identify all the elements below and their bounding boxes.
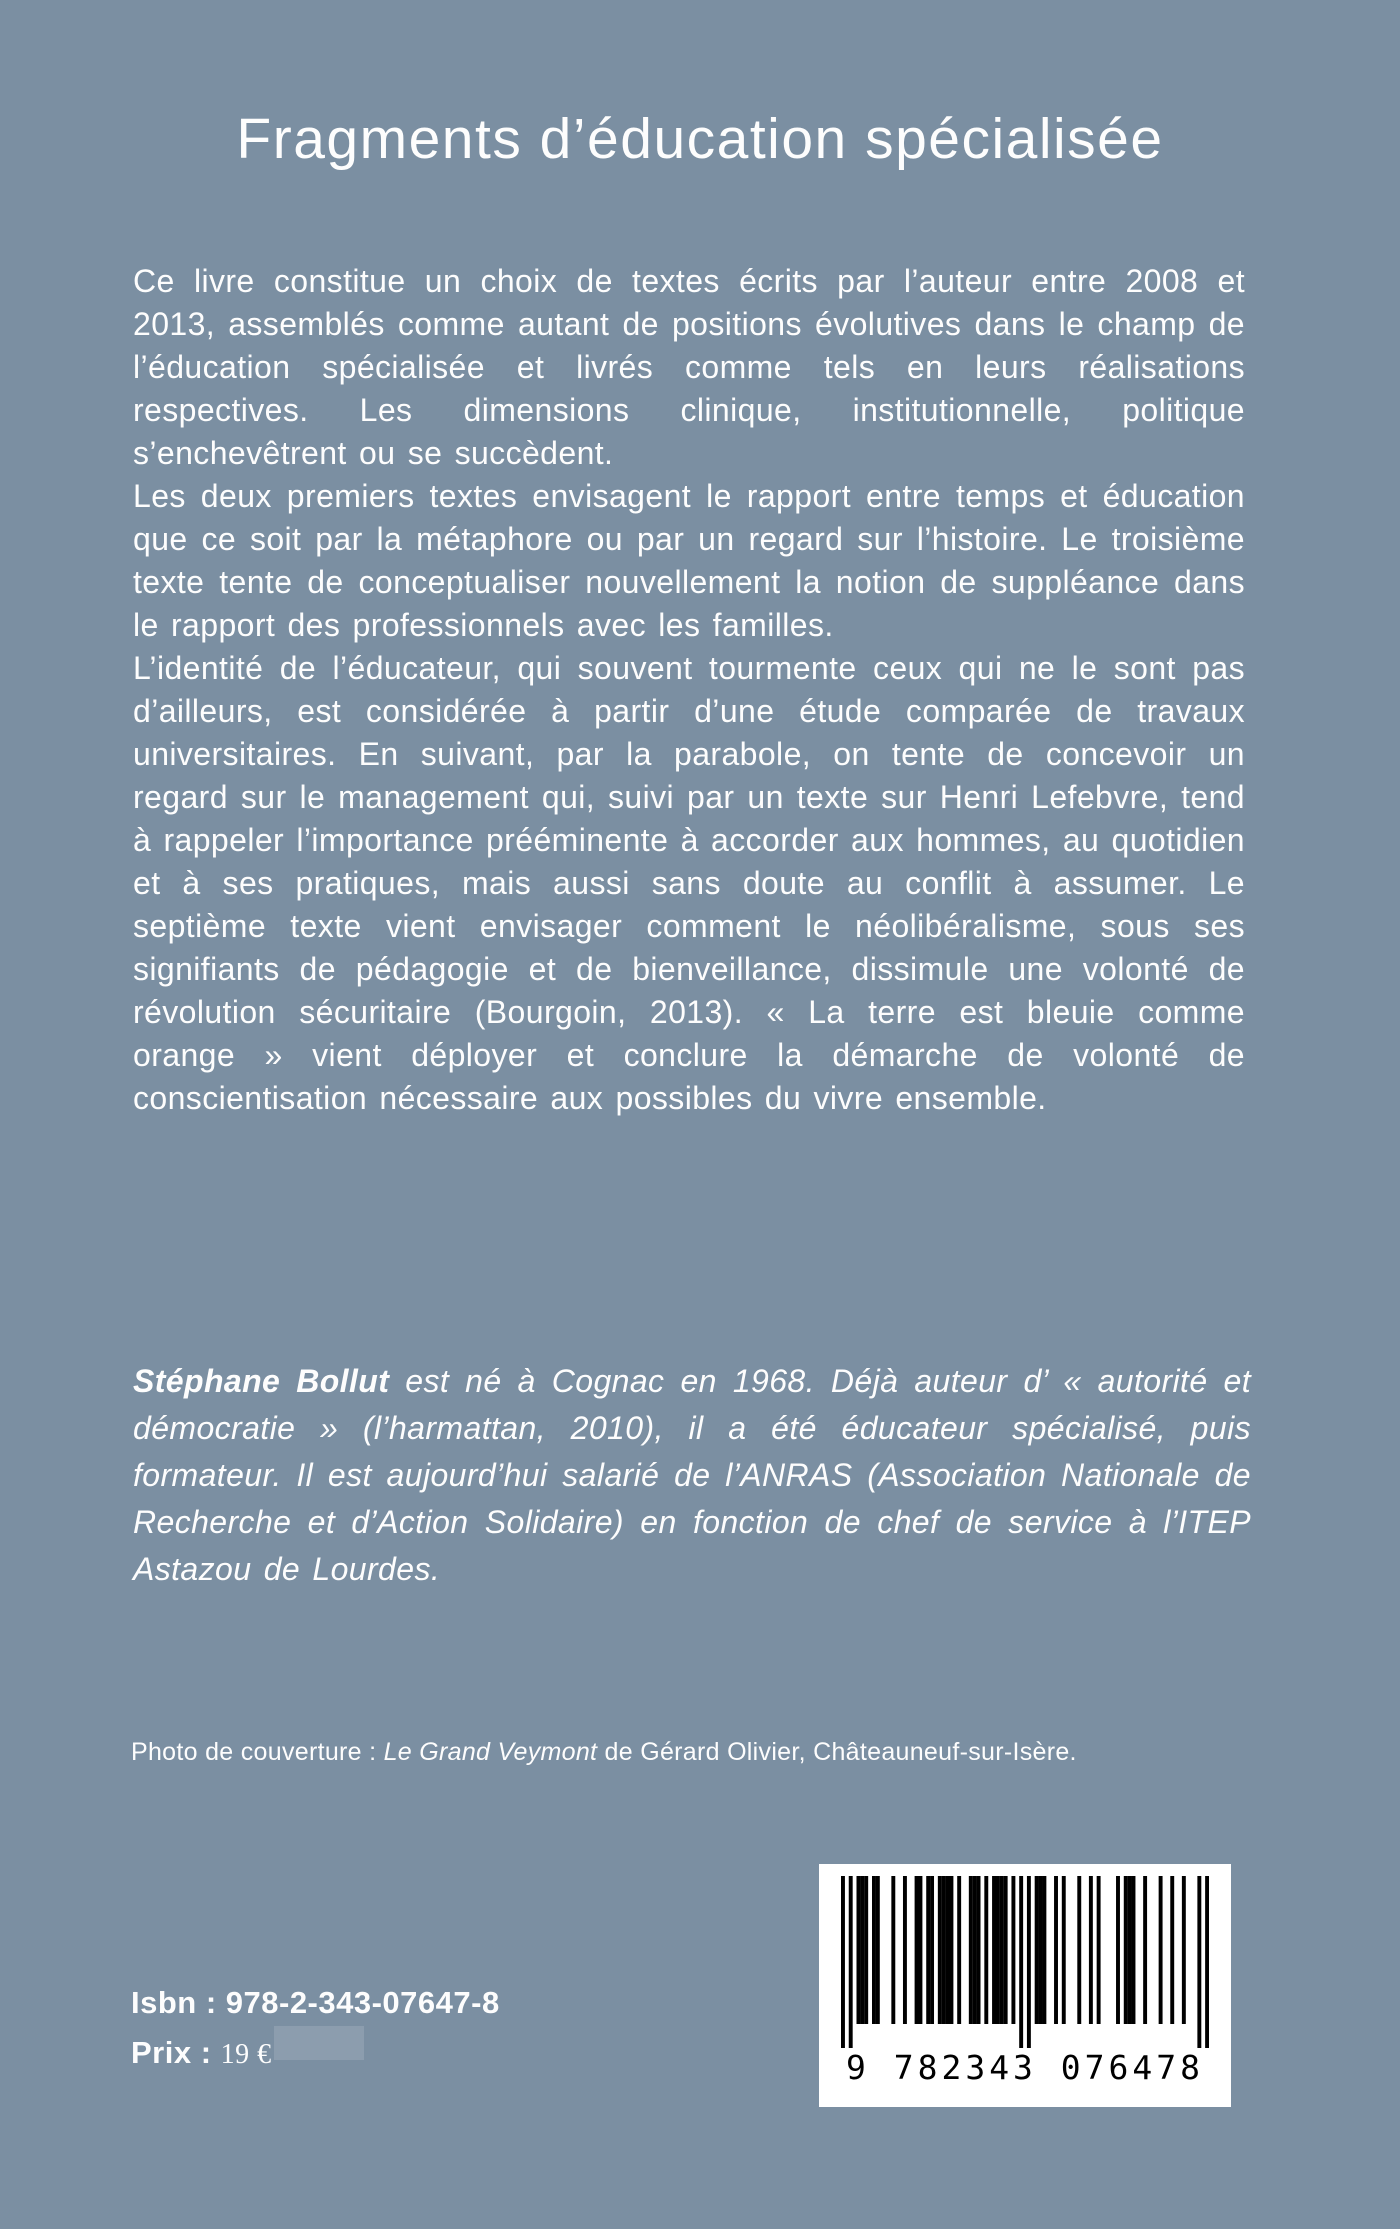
- photo-credit-prefix: Photo de couverture :: [131, 1738, 384, 1766]
- photo-credit: [131, 1738, 1281, 1767]
- price-label: Prix :: [131, 2035, 212, 2070]
- author-bio-rest: est né à Cognac en 1968. Déjà auteur d’ « autorité et démocratie » (l’harmattan, 2010), il a été éducateur spécialisé, puis formateur. Il est aujourd’hui salarié de l’ANRAS (Association Nationale de Recherche et d’Action Solidaire) en fonction de chef de service à l’ITEP Astazou de Lourdes.: [133, 1363, 1252, 1587]
- price-area-highlight: [274, 2026, 364, 2060]
- author-name: Stéphane Bollut: [133, 1363, 390, 1399]
- photo-credit-work-title: Le Grand Veymont: [383, 1738, 598, 1766]
- author-bio: [133, 1358, 1251, 1593]
- barcode-image: [841, 1876, 1209, 2048]
- barcode-number: 9 782343 076478: [845, 2048, 1204, 2087]
- synopsis-paragraph: Les deux premiers textes envisagent le rapport entre temps et éducation que ce soit par la métaphore ou par un regard sur l’histoire. Le troisième texte tente de conceptualiser nouvellement la notion de suppléance dans le rapport des professionnels avec les familles.: [133, 478, 1245, 643]
- author-bio-text: [133, 1358, 1251, 1593]
- price-value: 19 €: [220, 2039, 272, 2070]
- synopsis-paragraph: Ce livre constitue un choix de textes écrits par l’auteur entre 2008 et 2013, assemblés comme autant de positions évolutives dans le champ de l’éducation spécialisée et livrés comme tels en leurs réalisations respectives. Les dimensions clinique, institutionnelle, politique s’enchevêtrent ou se succèdent.: [133, 263, 1245, 471]
- isbn-line: Isbn : 978-2-343-07647-8: [131, 1985, 500, 2020]
- synopsis-paragraph: L’identité de l’éducateur, qui souvent tourmente ceux qui ne le sont pas d’ailleurs, est considérée à partir d’une étude comparée de travaux universitaires. En suivant, par la parabole, on tente de concevoir un regard sur le management qui, suivi par un texte sur Henri Lefebvre, tend à rappeler l’importance prééminente à accorder aux hommes, au quotidien et à ses pratiques, mais aussi sans doute au conflit à assumer. Le septième texte vient envisager comment le néolibéralisme, sous ses signifiants de pédagogie et de bienveillance, dissimule une volonté de révolution sécuritaire (Bourgoin, 2013). « La terre est bleuie comme orange » vient déployer et conclure la démarche de volonté de conscientisation nécessaire aux possibles du vivre ensemble.: [133, 650, 1245, 1116]
- book-title: Fragments d’éducation spécialisée: [236, 107, 1164, 171]
- photo-credit-suffix: de Gérard Olivier, Châteauneuf-sur-Isère.: [597, 1738, 1077, 1766]
- barcode: [819, 1864, 1231, 2107]
- synopsis: [133, 260, 1245, 1120]
